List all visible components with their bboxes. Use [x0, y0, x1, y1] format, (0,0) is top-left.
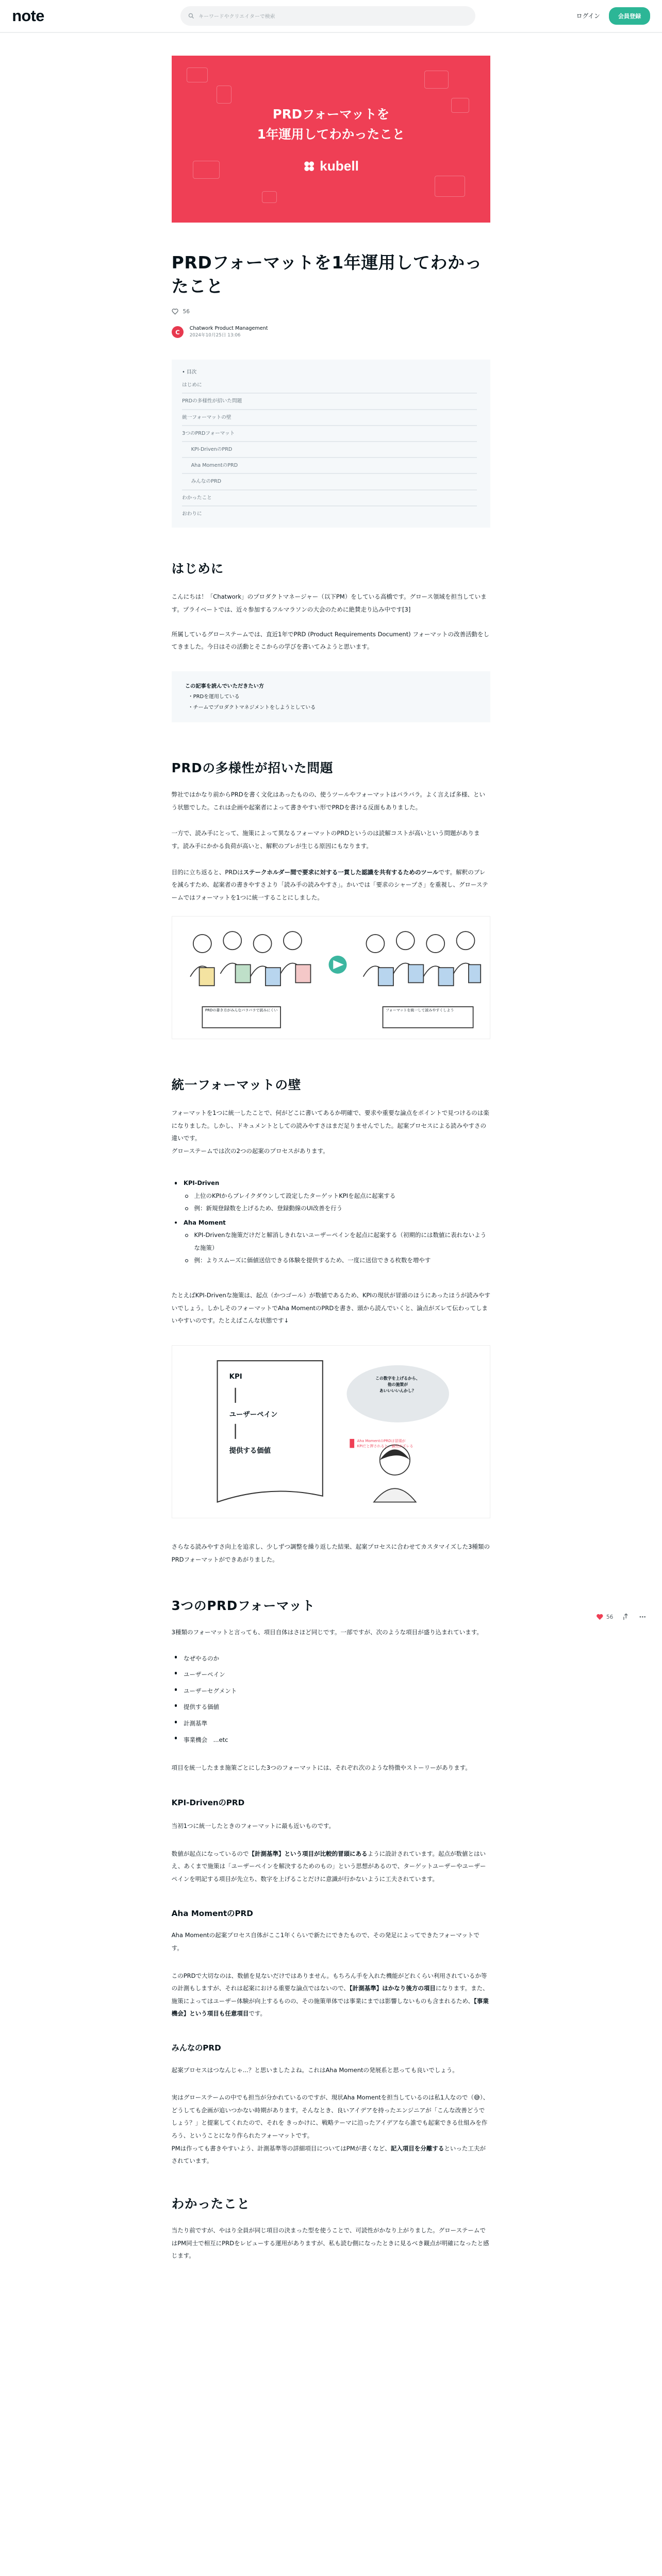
list-item: 計測基準	[172, 1716, 491, 1732]
list-item: ユーザーペイン	[172, 1667, 491, 1683]
list-item: Aha Moment	[172, 1216, 491, 1229]
illustration-kpi-first	[172, 1345, 491, 1518]
article-banner-image	[172, 56, 491, 223]
table-of-contents	[172, 360, 491, 527]
illus2-pain: ユーザーペイン	[229, 1411, 278, 1419]
subsection-heading-aha: Aha MomentのPRD	[171, 1908, 253, 1918]
list-item: 提供する価値	[172, 1699, 491, 1716]
text: 目的に立ち返ると、PRDは	[171, 868, 243, 876]
heart-filled-icon	[596, 1613, 604, 1621]
illus2-kpi: KPI	[229, 1372, 242, 1381]
bold-text: 【計測基準】はかなり後方の項目	[349, 1985, 436, 1992]
bold-text: ステークホルダー間で要求に対する一貫した認識を共有するためのツール	[243, 868, 439, 876]
wall-paragraph-3: たとえばKPI-Drivenな施策は、起点（かつゴール）が数値であるため、KPIの現状が冒頭のほうにあったほうが読みやすいでしょう。しかしそのフォーマットでAha MomentのPRDを書き、頭から読んでいくと、論点がズレて伝わってしまいやすいのです。たとえばこんな状態です↓	[171, 1292, 491, 1325]
like-count: 56	[183, 308, 190, 315]
like-button[interactable]	[596, 1613, 614, 1621]
bubble-line: 他の施策が	[387, 1382, 408, 1387]
list-item: KPI-Drivenな施策だけだと解消しきれないユーザーペインを起点に起案する（初期的には数値に表れないような施策）	[172, 1229, 491, 1254]
login-link[interactable]: ログイン	[576, 12, 600, 20]
note-logo[interactable]: note	[12, 7, 44, 25]
search-placeholder: キーワードやクリエイターで検索	[198, 14, 275, 20]
note-line: KPIだと押されると、論点がズレる	[357, 1444, 413, 1448]
bold-text: 【事業機会】という項目も任意項目	[171, 1997, 489, 2018]
kpi-paragraph-2	[172, 1848, 491, 1886]
aha-paragraph-2	[172, 1970, 491, 2020]
toc-item[interactable]: KPI-DrivenのPRD	[182, 442, 477, 458]
floating-like-count: 56	[606, 1614, 614, 1620]
people-illustration-icon	[172, 917, 491, 1040]
toc-heading[interactable]	[182, 367, 477, 378]
bold-text: 記入項目を分離する	[390, 2144, 444, 2152]
problem-paragraph-1: 弊社ではかなり前からPRDを書く文化はあったものの、使うツールやフォーマットはバラバラ。よく言えば多様、という状態でした。これは企画や起案者によって書きやすい形でPRDを書ける反面もありました。	[171, 791, 486, 811]
toc-item[interactable]: 統一フォーマットの壁	[182, 410, 477, 426]
intro-paragraph-2: 所属しているグローステームでは、直近1年でPRD (Product Requirements Document) フォーマットの改善活動をしてきました。今日はその活動とそこからの学びを書いてみようと思います。	[171, 630, 490, 651]
minna-paragraph-1: 起案プロセスはつなんじゃ...？と思いましたよね。これはAha Momentの発展系と思っても良いでしょう。	[171, 2066, 458, 2074]
list-item: 事業機会 ...etc	[172, 1732, 491, 1749]
more-icon[interactable]	[639, 1613, 647, 1621]
illus1-caption-right: フォーマットを統一して読みやすくしよう	[386, 1008, 454, 1012]
three-paragraph-1: 3種類のフォーマットと言っても、項目自体はさほど同じです。一部ですが、次のような項目が盛り込まれています。	[171, 1629, 483, 1636]
note-line: Aha MomentのPRDは冒頭が	[357, 1438, 406, 1443]
kubell-mark-icon	[303, 160, 315, 172]
banner-title-line2: 1年運用してわかったこと	[257, 127, 405, 142]
toc-item[interactable]: PRDの多様性が招いた問題	[182, 394, 477, 410]
section-heading-three-formats: 3つのPRDフォーマット	[171, 1598, 316, 1613]
section-heading-learned: わかったこと	[171, 2196, 250, 2212]
list-item: なぜやるのか	[172, 1651, 491, 1667]
illus2-note	[357, 1439, 413, 1449]
intro-paragraph-1: こんにちは！「Chatwork」のプロダクトマネージャー（以下PM）をしている高橋です。グロース領域を担当しています。プライベートでは、近々参加するフルマラソンの大会のために絶賛走り込み中です[3]	[171, 593, 487, 613]
text: 数値が起点になっているので	[171, 1850, 249, 1857]
aha-paragraph-1: Aha Momentの起案プロセス自体がここ1年くらいで新たにできたもので、その発足によってできたフォーマットです。	[171, 1931, 479, 1952]
floating-action-bar	[596, 1613, 647, 1621]
toc-item[interactable]: 3つのPRDフォーマット	[182, 426, 477, 442]
list-item: 例：新規登録数を上げるため、登録動線のUI改善を行う	[172, 1202, 491, 1215]
three-paragraph-2: 項目を統一したまま施策ごとにした3つのフォーマットには、それぞれ次のような特徴やストーリーがあります。	[171, 1764, 471, 1772]
toc-item[interactable]: みんなのPRD	[182, 474, 477, 490]
problem-paragraph-2: 一方で、読み手にとって、施策によって異なるフォーマットのPRDというのは読解コストが高いという問題があります。読み手にかかる負荷が高いと、解釈のブレが生じる原因にもなります。	[171, 829, 480, 850]
heart-icon[interactable]	[172, 308, 178, 315]
section-heading-intro: はじめに	[171, 561, 224, 576]
text: このPRDで大切なのは、数値を見ないだけではありません。もちろん手を入れた機能がどれくらい利用されているか等の計測もしますが、それは起案における重要な論点ではないので、	[171, 1972, 487, 1992]
minna-paragraph-2: 実はグローステームの中でも担当が分かれているのですが、現状Aha Momentを担当しているのは私1人なので（😅）、どうしても企画が追いつかない時期があります。そんなとき、良いアイデアを持ったエンジニアが「こんな改善どうでしょう？」と提案してくれたので、それを きっかけに、戦略テーマに沿ったアイデアなら誰でも起案できる仕組みを作ろう、ということになり作られたフォーマットです。	[171, 2094, 489, 2139]
illus1-caption-left: PRDの書き方がみんなバラバラで読みにくい	[205, 1008, 278, 1012]
section-heading-problem: PRDの多様性が招いた問題	[171, 760, 334, 775]
text: といった工夫がされています。	[171, 2144, 486, 2165]
document-illustration-icon	[172, 1346, 491, 1519]
search-input[interactable]	[180, 6, 475, 26]
post-date: 2024年10月25日 13:06	[189, 332, 241, 338]
learned-paragraph-1: 当たり前ですが、やはり全員が同じ項目の決まった型を使うことで、可読性がかなり上がりました。グローステームではPM同士で相互にPRDをレビューする運用がありますが、私も読む側になったときに見るべき観点が明確になったと感じます。	[171, 2227, 489, 2260]
minna-paragraph-3	[172, 2142, 491, 2167]
author-block[interactable]	[172, 326, 491, 339]
avatar[interactable]: C	[172, 326, 184, 338]
kubell-logo	[303, 158, 359, 174]
problem-paragraph-3	[172, 866, 491, 904]
subsection-heading-kpi: KPI-DrivenのPRD	[171, 1798, 245, 1807]
bold-text: 【計測基準】という項目が比較的冒頭にある	[249, 1850, 368, 1857]
banner-brand: kubell	[320, 158, 359, 174]
callout-title: この記事を読んでいただきたい方	[185, 684, 264, 689]
toc-heading-label: 目次	[186, 369, 197, 375]
kpi-paragraph-1: 当初1つに統一したときのフォーマットに最も近いものです。	[171, 1822, 335, 1829]
text: PMは作っても書きやすいよう、計測基準等の詳細項目についてはPMが書くなど、	[171, 2144, 391, 2152]
process-list	[172, 1177, 491, 1267]
illus2-value: 提供する価値	[229, 1447, 271, 1455]
wall-paragraph-1: フォーマットを1つに統一したことで、何がどこに書いてあるか明確で、要求や重要な論点をポイントで見つけるのは楽になりました。しかし、ドキュメントとしての読みやすさはまだ足りませんでした。起案プロセスによる読みやすさの違いです。	[171, 1109, 489, 1142]
toc-item[interactable]: おわりに	[182, 511, 202, 517]
search-icon	[188, 13, 194, 19]
share-icon[interactable]	[622, 1613, 630, 1621]
toc-bullet-icon: •	[182, 369, 187, 375]
list-item: 例：よりスムーズに価値送信できる体験を提供するため、一度に送信できる枚数を増やす	[172, 1254, 491, 1267]
illustration-unify-format	[172, 916, 491, 1039]
site-header	[0, 0, 662, 33]
author-name[interactable]: Chatwork Product Management	[189, 325, 268, 331]
wall-paragraph-4: さらなる読みやすさ向上を追求し、少しずつ調整を繰り返した結果、起案プロセスに合わせてカスタマイズした3種類のPRDフォーマットができあがりました。	[171, 1543, 490, 1563]
toc-item[interactable]: はじめに	[182, 378, 477, 394]
callout-box	[172, 671, 491, 722]
list-item: ユーザーセグメント	[172, 1683, 491, 1700]
list-item: KPI-Driven	[172, 1177, 491, 1190]
text: です。解釈のブレを減らすため、起案者の書きやすさより「読み手の読みやすさ」。かいでは「要求のシャープさ」を重視し、グローステームではフォーマットを1つに統一することにしました。	[171, 868, 488, 901]
text: です。	[249, 2010, 267, 2018]
subsection-heading-minna: みんなのPRD	[171, 2043, 221, 2053]
callout-item: ・PRDを運用している	[188, 694, 240, 700]
toc-item[interactable]: わかったこと	[182, 490, 477, 506]
illus2-bubble	[368, 1376, 428, 1394]
callout-item: ・チームでプロダクトマネジメントをしようとしている	[188, 704, 316, 710]
article-title: PRDフォーマットを1年運用してわかったこと	[171, 252, 483, 296]
signup-button[interactable]: 会員登録	[609, 7, 650, 25]
like-row	[172, 308, 491, 315]
toc-item[interactable]: Aha MomentのPRD	[182, 458, 477, 474]
list-item: 上位のKPIからブレイクダウンして設定したターゲットKPIを起点に起案する	[172, 1190, 491, 1202]
text: ように設計されています。起点が数値とはいえ、あくまで施策は「ユーザーペインを解決するためのもの」という思想があるので、ターゲットユーザーやユーザーペインを明記する項目が先立ち、数字を上げることだけに意識が行かないように工夫されています。	[171, 1850, 486, 1883]
bubble-line: あいいいいんかし？	[379, 1388, 416, 1393]
text: になります。また、施策によってはユーザー体験が向上するものの、その施策単体では事業にまでは影響しないものも含まれるため、	[171, 1985, 489, 2005]
bubble-line: この数字を上げるから、	[375, 1376, 420, 1381]
banner-title	[257, 104, 405, 145]
wall-paragraph-2: グローステームでは次の2つの起案のプロセスがあります。	[171, 1147, 329, 1155]
banner-title-line1: PRDフォーマットを	[272, 106, 390, 122]
prd-items-list	[172, 1651, 491, 1748]
section-heading-wall: 統一フォーマットの壁	[171, 1077, 302, 1092]
